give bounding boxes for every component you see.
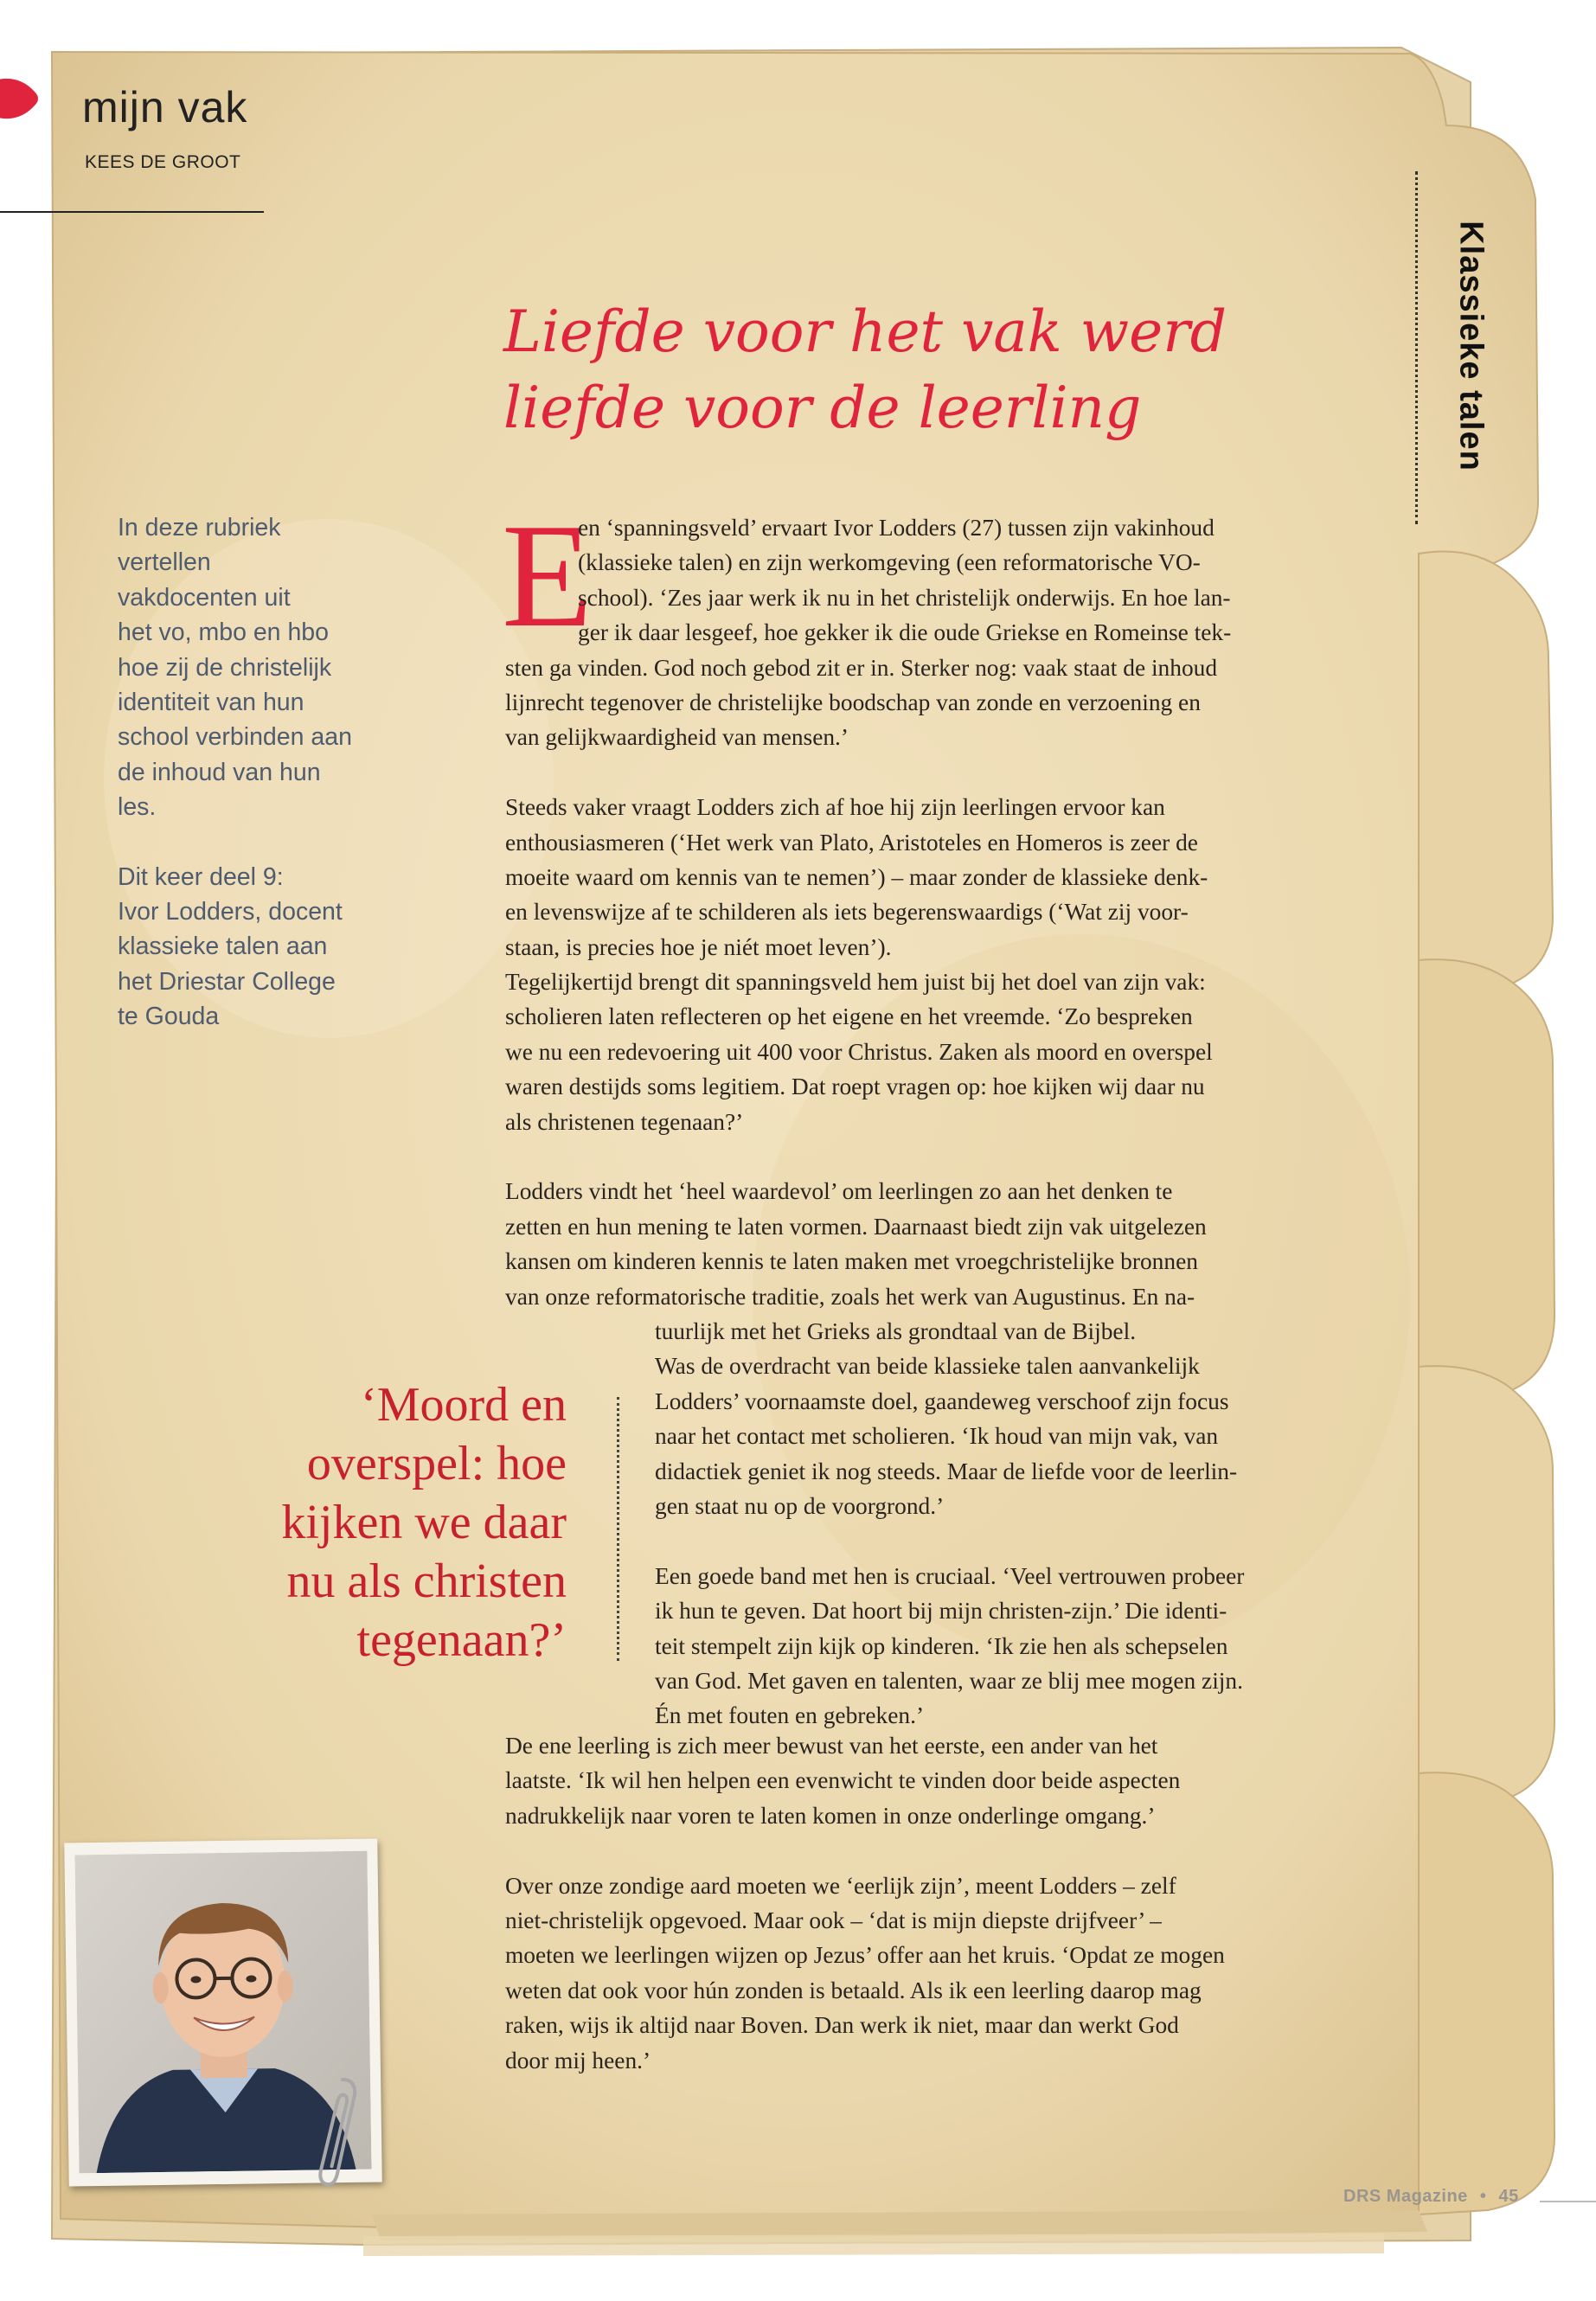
section-label-text: Klassieke talen [1452, 221, 1490, 471]
article-line: lijnrecht tegenover de christelijke boodschap van zonde en verzoening en [505, 689, 1201, 715]
article-line: Én met fouten en gebreken.’ [655, 1702, 925, 1729]
article-line: sten ga vinden. God noch gebod zit er in. Sterker nog: vaak staat de inhoud [505, 654, 1218, 681]
drop-cap: E [502, 494, 593, 658]
intro-paragraph: Dit keer deel 9: Ivor Lodders, docent klassieke talen aan het Driestar College te Gouda [118, 862, 343, 1031]
page-number: 45 [1498, 2187, 1519, 2206]
article-line: raken, wijs ik altijd naar Boven. Dan werk ik niet, maar dan werkt God [505, 2012, 1179, 2039]
article-line: door mij heen.’ [505, 2047, 651, 2073]
headline-line-1: Liefde voor het vak werd [503, 298, 1227, 365]
article-line: Lodders vindt het ‘heel waardevol’ om leerlingen zo aan het denken te [505, 1178, 1173, 1205]
article-line: didactiek geniet ik nog steeds. Maar de liefde voor de leerlin- [655, 1458, 1238, 1484]
article-body-indented [655, 1314, 1381, 1734]
article-line: moeten we leerlingen wijzen op Jezus’ offer aan het kruis. ‘Opdat ze mogen [505, 1942, 1225, 1969]
article-line: Steeds vaker vraagt Lodders zich af hoe hij zijn leerlingen ervoor kan [505, 794, 1165, 821]
article-line: tuurlijk met het Grieks als grondtaal van de Bijbel. [655, 1318, 1137, 1344]
footer-separator: • [1479, 2187, 1487, 2206]
headline [503, 294, 1334, 446]
paperclip-icon [317, 2071, 362, 2193]
article-line: laatste. ‘Ik wil hen helpen een evenwicht te vinden door beide aspecten [505, 1767, 1181, 1794]
section-label [1453, 216, 1488, 476]
article-line: Lodders’ voornaamste doel, gaandeweg verschoof zijn focus [655, 1388, 1229, 1414]
intro-paragraph: In deze rubriek vertellen vakdocenten uit het vo, mbo en hbo hoe zij de christelijk identiteit van hun school verbinden aan de inhoud van hun les. [118, 514, 352, 822]
article-body-final [505, 1728, 1370, 2078]
pull-quote [212, 1375, 567, 1670]
article-line: naar het contact met scholieren. ‘Ik houd van mijn vak, van [655, 1423, 1219, 1450]
article-line: weten dat ook voor hún zonden is betaald. Als ik een leerling daarop mag [505, 1977, 1202, 2003]
article-line: enthousiasmeren (‘Het werk van Plato, Aristoteles en Homeros is zeer de [505, 829, 1198, 856]
article-line: ger ik daar lesgeef, hoe gekker ik die oude Griekse en Romeinse tek- [578, 619, 1232, 646]
article-line: we nu een redevoering uit 400 voor Christus. Zaken als moord en overspel [505, 1038, 1213, 1065]
pull-quote-line: overspel: hoe [306, 1437, 567, 1490]
headline-line-2: liefde voor de leerling [503, 375, 1142, 441]
article-line [505, 755, 1370, 790]
article-line: school). ‘Zes jaar werk ik nu in het christelijk onderwijs. En hoe lan- [578, 584, 1231, 611]
article-line: nadrukkelijk naar voren te laten komen in onze onderlinge omgang.’ [505, 1802, 1156, 1829]
article-line: Tegelijkertijd brengt dit spanningsveld hem juist bij het doel van zijn vak: [505, 969, 1206, 996]
page-footer [1343, 2187, 1519, 2207]
article-line: als christenen tegenaan?’ [505, 1108, 744, 1135]
article-line: van gelijkwaardigheid van mensen.’ [505, 724, 849, 751]
section-divider-dots [1415, 171, 1418, 524]
rubric-title: mijn vak [82, 83, 248, 131]
article-line: gen staat nu op de voorgrond.’ [655, 1492, 945, 1519]
article-line [505, 1139, 1370, 1174]
pull-quote-divider [617, 1397, 619, 1661]
author-name: KEES DE GROOT [85, 152, 241, 172]
article-line: Een goede band met hen is cruciaal. ‘Veel vertrouwen probeer [655, 1562, 1245, 1589]
article-line: moeite waard om kennis van te nemen’) – maar zonder de klassieke denk- [505, 863, 1208, 890]
article-line: kansen om kinderen kennis te laten maken met vroegchristelijke bronnen [505, 1248, 1198, 1275]
article-line: en ‘spanningsveld’ ervaart Ivor Lodders (27) tussen zijn vakinhoud [578, 515, 1215, 541]
article-line: scholieren laten reflecteren op het eigene en het vreemde. ‘Zo bespreken [505, 1003, 1193, 1030]
article-line: van onze reformatorische traditie, zoals het werk van Augustinus. En na- [505, 1283, 1195, 1310]
article-line: staan, is precies hoe je niét moet leven’). [505, 933, 892, 960]
article-line: teit stempelt zijn kijk op kinderen. ‘Ik zie hen als schepselen [655, 1632, 1228, 1659]
article-line [655, 1523, 1381, 1558]
header-rule [0, 211, 264, 213]
intro-box [118, 510, 377, 1069]
article-line: en levenswijze af te schilderen als iets begerenswaardigs (‘Wat zij voor- [505, 899, 1189, 926]
footer-rule [1540, 2201, 1596, 2202]
section-marker-icon [0, 76, 45, 121]
article-line: van God. Met gaven en talenten, waar ze blij mee mogen zijn. [655, 1667, 1243, 1694]
pull-quote-line: kijken we daar [281, 1496, 567, 1549]
portrait-photo-frame [64, 1838, 382, 2186]
article-line: De ene leerling is zich meer bewust van het eerste, een ander van het [505, 1733, 1158, 1759]
pull-quote-line: nu als christen [286, 1554, 567, 1608]
pull-quote-line: ‘Moord en [361, 1378, 567, 1432]
pull-quote-line: tegenaan?’ [356, 1613, 567, 1667]
article-line: niet-christelijk opgevoed. Maar ook – ‘dat is mijn diepste drijfveer’ – [505, 1907, 1162, 1933]
article-line: (klassieke talen) en zijn werkomgeving (een reformatorische VO- [578, 549, 1201, 576]
article-line: Was de overdracht van beide klassieke talen aanvankelijk [655, 1353, 1200, 1380]
article-line: zetten en hun mening te laten vormen. Daarnaast biedt zijn vak uitgelezen [505, 1213, 1207, 1240]
article-line: ik hun te geven. Dat hoort bij mijn christen-zijn.’ Die identi- [655, 1598, 1227, 1625]
article-line: waren destijds soms legitiem. Dat roept vragen op: hoe kijken wij daar nu [505, 1074, 1205, 1100]
magazine-name: DRS Magazine [1343, 2187, 1468, 2206]
article-line: Over onze zondige aard moeten we ‘eerlijk zijn’, meent Lodders – zelf [505, 1872, 1176, 1899]
article-body [505, 510, 1370, 1314]
article-line [505, 1833, 1370, 1868]
